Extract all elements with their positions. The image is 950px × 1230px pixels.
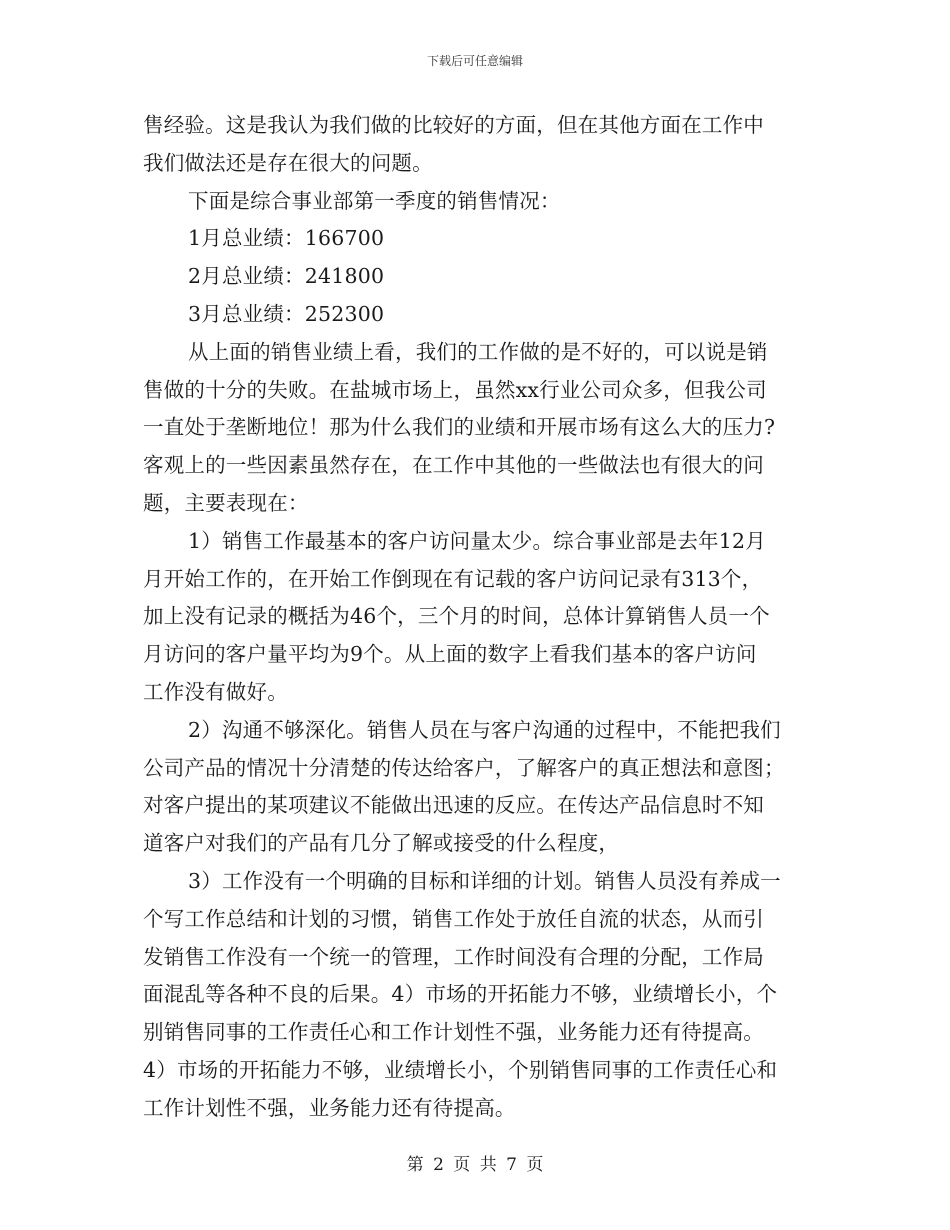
sales-figure-jan: 1月总业绩：166700 <box>188 226 385 251</box>
text-line: 我们做法还是存在很大的问题。 <box>143 150 433 175</box>
document-body <box>143 107 813 1128</box>
text-line: 一直处于垄断地位！那为什么我们的业绩和开展市场有这么大的压力? <box>143 415 776 440</box>
text-line: 面混乱等各种不良的后果。4）市场的开拓能力不够，业绩增长小，个 <box>143 982 778 1007</box>
text-line: 2）沟通不够深化。销售人员在与客户沟通的过程中，不能把我们 <box>188 717 781 742</box>
text-line: 工作计划性不强，业务能力还有待提高。 <box>143 1095 516 1120</box>
text-line: 下面是综合事业部第一季度的销售情况： <box>188 188 561 213</box>
text-line: 3）工作没有一个明确的目标和详细的计划。销售人员没有养成一 <box>188 868 781 893</box>
text-line: 道客户对我们的产品有几分了解或接受的什么程度， <box>143 831 620 856</box>
text-line: 题，主要表现在： <box>143 490 309 515</box>
text-line: 加上没有记录的概括为46个，三个月的时间，总体计算销售人员一个 <box>143 604 770 629</box>
page-header: 下载后可任意编辑 <box>426 54 523 68</box>
text-line: 4）市场的开拓能力不够，业绩增长小，个别销售同事的工作责任心和 <box>143 1057 778 1082</box>
text-line: 售做的十分的失败。在盐城市场上，虽然xx行业公司众多，但我公司 <box>143 377 767 402</box>
text-line: 月访问的客户量平均为9个。从上面的数字上看我们基本的客户访问 <box>143 642 757 667</box>
text-line: 月开始工作的，在开始工作倒现在有记载的客户访问记录有313个， <box>143 566 763 591</box>
text-line: 公司产品的情况十分清楚的传达给客户，了解客户的真正想法和意图； <box>143 755 785 780</box>
text-line: 发销售工作没有一个统一的管理，工作时间没有合理的分配，工作局 <box>143 944 764 969</box>
text-line: 对客户提出的某项建议不能做出迅速的反应。在传达产品信息时不知 <box>143 793 764 818</box>
text-line: 客观上的一些因素虽然存在，在工作中其他的一些做法也有很大的问 <box>143 453 764 478</box>
text-line: 售经验。这是我认为我们做的比较好的方面，但在其他方面在工作中 <box>143 113 764 137</box>
text-line: 从上面的销售业绩上看，我们的工作做的是不好的，可以说是销 <box>188 339 768 364</box>
text-line: 别销售同事的工作责任心和工作计划性不强，业务能力还有待提高。 <box>143 1020 764 1045</box>
text-line: 1）销售工作最基本的客户访问量太少。综合事业部是去年12月 <box>188 528 766 553</box>
sales-figure-mar: 3月总业绩：252300 <box>188 301 385 326</box>
text-line: 工作没有做好。 <box>143 679 288 704</box>
text-line: 个写工作总结和计划的习惯，销售工作处于放任自流的状态，从而引 <box>143 906 764 931</box>
page-number-footer: 第 2 页 共 7 页 <box>406 1155 544 1175</box>
sales-figure-feb: 2月总业绩：241800 <box>188 264 385 289</box>
